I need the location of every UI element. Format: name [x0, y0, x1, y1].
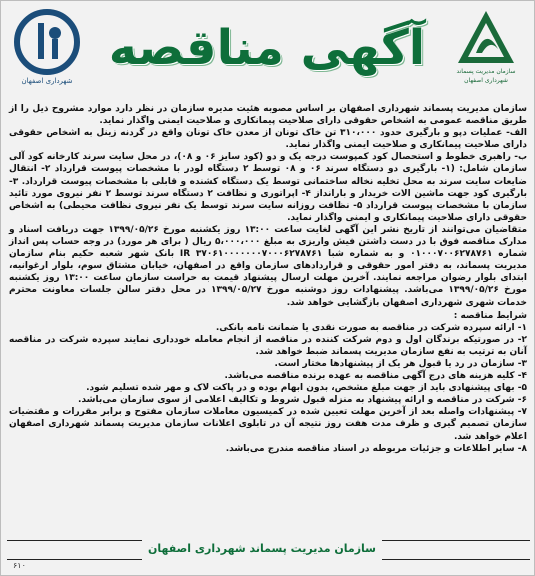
waste-management-emblem-icon — [454, 9, 518, 67]
isfahan-municipality-logo — [11, 9, 83, 93]
municipality-emblem-icon — [14, 9, 80, 75]
conditions-title: شرایط مناقصه : — [453, 310, 527, 321]
item-b-paragraph: ب- راهبری خطوط و استحصال کود کمپوست درجه یک و دو (کود سایز ۰۶ و ۰۸)، در محل سایت سرند کارخانه کود آلی سازمان شامل: (۱- بارگیری دو دستگاه سرند ۰۶ و ۰۸ توسط ۲ دستگاه لودر با مشخصات پیوست قرارداد ۲- انتقال ضایعات سایت سرند به محل تخلیه نخاله ساختمانی توسط یک دستگاه کشنده و قابلی با مشخصات پیوست قرارداد. ۳- بارگیری کود جهت ماشین الات خریدار و بارانداز ۴- اپراتوری و نظافت ۲ دستگاه سرند توسط ۲ نفر نیروی مورد تائید سازمان با مشخصات پیوست قرارداد ۵- نظافت روزانه سایت سرند توسط یک نفر نیروی نظافت محیطی) به اشخاص حقوقی دارای صلاحیت پیمانکاری و ایمنی واگذار نماید. — [9, 152, 528, 223]
notice-footer — [7, 538, 530, 560]
notice-body — [9, 103, 527, 455]
waste-management-logo — [446, 9, 526, 95]
condition-item: ۷- پیشنهادات واصله بعد از آخرین مهلت تعیین شده در کمیسیون معاملات سازمان مفتوح و برابر مقررات و مقتضیات سازمان تصمیم گیری و ظرف مدت هفت روز نتیجه آن در تابلوی اعلانات سازمان مدیریت پسماند شهرداری اصفهان اعلام خواهد شد. — [9, 407, 527, 442]
waste-logo-text-1: سازمان مدیریت پسماند — [456, 68, 516, 75]
condition-item: ۳- سازمان در رد یا قبول هر یک از پیشنهادها مختار است. — [274, 358, 527, 369]
municipality-logo-text: شهرداری اصفهان — [21, 77, 73, 85]
applicants-paragraph: متقاضیان می‌توانند از تاریخ نشر این آگهی لغایت ساعت ۱۳:۰۰ روز یکشنبه مورخ ۱۳۹۹/۰۵/۲۶ جهت دریافت اسناد و مدارک مناقصه فوق با در دست داشتن فیش واریزی به مبلغ ۵،۰۰۰،۰۰۰ ریال ( برای هر مورد) در وجه حساب پس انداز شماره ۰۱۰۰۰۷۰۰۶۲۷۸۷۶۱ و به شماره شبا IR ۳۷۰۶۱۰۰۰۰۰۰۰۷۰۰۰۶۲۷۸۷۶۱ بانک شهر شعبه حکیم بنام سازمان مدیریت پسماند، به دفتر امور حقوقی و قراردادهای سازمان واقع در اصفهان، خیابان مشتاق سوم، بلوار ارغوانیه، ابتدای بلوار رضوان مراجعه نمایند. آخرین مهلت ارسال پیشنهاد قیمت به حراست سازمان ساعت ۱۳:۰۰ روز یکشنبه مورخ ۱۳۹۹/۰۵/۲۶ می‌باشد. پیشنهادات روز دوشنبه مورخ ۱۳۹۹/۰۵/۲۷ در محل دفتر سالن جلسات معاونت محترم خدمات شهری شهرداری اصفهان بازگشایی خواهد شد. — [9, 224, 528, 308]
waste-logo-text-2: شهرداری اصفهان — [464, 77, 508, 84]
intro-paragraph: سازمان مدیریت پسماند شهرداری اصفهان بر اساس مصوبه هئیت مدیره سازمان در نظر دارد موارد مشروح ذیل را از طریق مناقصه عمومی به اشخاص حقوقی دارای صلاحیت پیمانکاری و صلاحیت ایمنی واگذار نماید. — [9, 104, 527, 127]
page-code: ۶۱۰ — [13, 561, 26, 570]
condition-item: ۸- سایر اطلاعات و جزئیات مربوطه در اسناد مناقصه مندرج می‌باشد. — [225, 443, 527, 454]
condition-item: ۱- ارائه سپرده شرکت در مناقصه به صورت نقدی یا ضمانت نامه بانکی. — [215, 322, 527, 333]
footer-organization-name: سازمان مدیریت پسماند شهرداری اصفهان — [142, 538, 382, 560]
condition-item: ۶- شرکت در مناقصه و ارائه پیشنهاد به منزله قبول شروط و تکالیف اعلامی از سوی سازمان می‌باشد. — [78, 395, 527, 406]
condition-item: ۲- در صورتیکه برندگان اول و دوم شرکت کننده در مناقصه از انجام معامله خودداری نمایند سپرده شرکت در مناقصه آنان به ترتیب به نفع سازمان مدیریت پسماند ضبط خواهد شد. — [9, 334, 527, 357]
notice-title: آگهی مناقصه — [108, 20, 426, 76]
notice-header — [7, 5, 530, 101]
condition-item: ۵- بهای پیشنهادی باید از جهت مبلغ مشخص، بدون ابهام بوده و در پاکت لاک و مهر شده تسلیم شود. — [86, 383, 527, 394]
condition-item: ۴- کلیه هزینه های درج آگهی مناقصه به عهده برنده مناقصه می‌باشد. — [224, 371, 527, 382]
item-a-paragraph: الف- عملیات دپو و بارگیری حدود ۳۱۰،۰۰۰ تن خاک تونان از معدن خاک تونان واقع در گردنه زینل به اشخاص حقوقی دارای صلاحیت پیمانکاری و صلاحیت ایمنی واگذار نماید. — [9, 128, 527, 151]
